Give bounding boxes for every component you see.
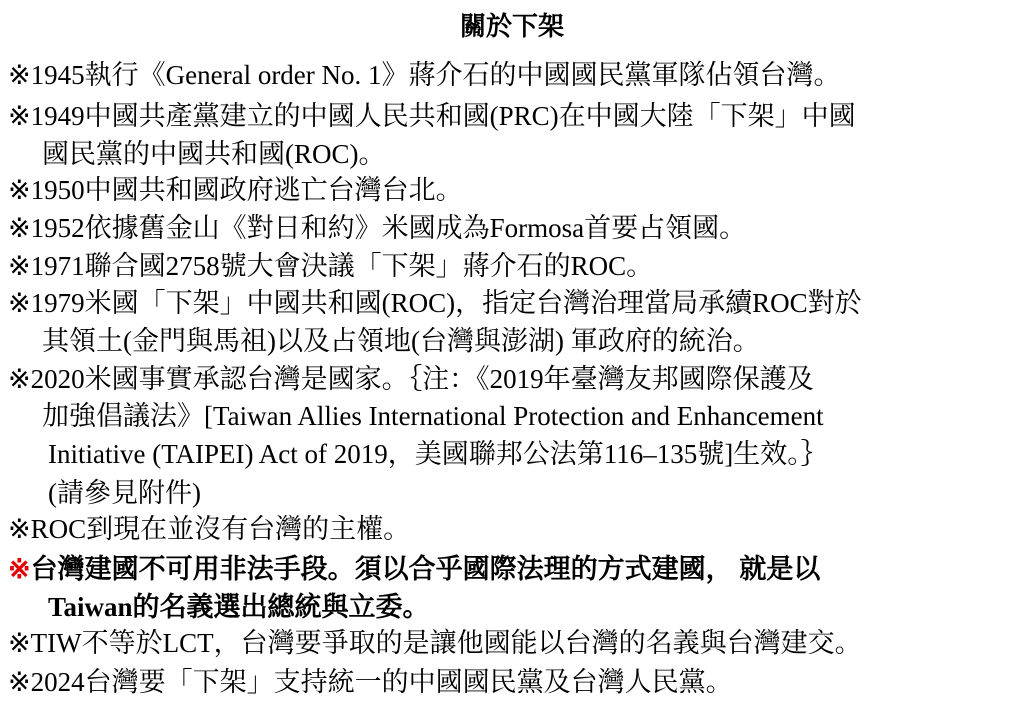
line-text: 加強倡議法》[Taiwan Allies International Protection and Enhancement bbox=[42, 401, 824, 431]
line-text: TIW不等於LCT，台灣要爭取的是讓他國能以台灣的名義與台灣建交。 bbox=[30, 628, 862, 658]
reference-mark: ※ bbox=[8, 175, 31, 205]
list-item-continuation bbox=[42, 135, 1018, 173]
list-item bbox=[8, 209, 1018, 247]
reference-mark-red: ※ bbox=[8, 554, 31, 584]
list-item-continuation bbox=[48, 588, 1018, 626]
line-text: ROC到現在並沒有台灣的主權。 bbox=[30, 514, 411, 544]
reference-mark: ※ bbox=[8, 101, 31, 131]
line-text: 1949中國共產黨建立的中國人民共和國(PRC)在中國大陸「下架」中國 bbox=[30, 101, 856, 131]
list-item bbox=[8, 360, 1018, 398]
line-text: 其領土(金門與馬祖)以及占領地(台灣與澎湖) 軍政府的統治。 bbox=[42, 326, 760, 356]
reference-mark: ※ bbox=[8, 213, 31, 243]
reference-mark: ※ bbox=[8, 251, 31, 281]
list-item-continuation bbox=[42, 322, 1018, 360]
list-item bbox=[8, 56, 1018, 94]
list-item bbox=[8, 624, 1018, 662]
list-item bbox=[8, 510, 1018, 548]
reference-mark: ※ bbox=[8, 667, 31, 697]
list-item bbox=[8, 284, 1018, 322]
reference-mark: ※ bbox=[8, 514, 31, 544]
reference-mark: ※ bbox=[8, 60, 31, 90]
list-item bbox=[8, 171, 1018, 209]
list-item-continuation bbox=[42, 397, 1018, 435]
line-text: (請參見附件) bbox=[48, 478, 201, 508]
line-text: Initiative (TAIPEI) Act of 2019，美國聯邦公法第116–135號]生效。｝ bbox=[48, 439, 828, 469]
list-item bbox=[8, 97, 1018, 135]
line-text: 2020米國事實承認台灣是國家。｛注：《2019年臺灣友邦國際保護及 bbox=[30, 364, 814, 394]
list-item-continuation bbox=[48, 435, 1018, 473]
page-title: 關於下架 bbox=[459, 12, 564, 41]
list-item bbox=[8, 663, 1018, 701]
reference-mark: ※ bbox=[8, 288, 31, 318]
line-text: 國民黨的中國共和國(ROC)。 bbox=[42, 139, 386, 169]
line-text: 台灣建國不可用非法手段。須以合乎國際法理的方式建國， 就是以 bbox=[30, 554, 821, 584]
reference-mark: ※ bbox=[8, 628, 31, 658]
list-item-continuation bbox=[48, 474, 1018, 512]
line-text: 1952依據舊金山《對日和約》米國成為Formosa首要占領國。 bbox=[30, 213, 747, 243]
line-text: 1950中國共和國政府逃亡台灣台北。 bbox=[30, 175, 463, 205]
list-item bbox=[8, 247, 1018, 285]
list-item-highlight bbox=[8, 550, 1018, 588]
line-text: 1945執行《General order No. 1》蔣介石的中國國民黨軍隊佔領台灣。 bbox=[30, 60, 841, 90]
line-text: Taiwan的名義選出總統與立委。 bbox=[48, 592, 430, 622]
line-text: 2024台灣要「下架」支持統一的中國國民黨及台灣人民黨。 bbox=[30, 667, 733, 697]
line-text: 1979米國「下架」中國共和國(ROC)，指定台灣治理當局承續ROC對於 bbox=[30, 288, 862, 318]
line-text: 1971聯合國2758號大會決議「下架」蔣介石的ROC。 bbox=[30, 251, 654, 281]
reference-mark: ※ bbox=[8, 364, 31, 394]
